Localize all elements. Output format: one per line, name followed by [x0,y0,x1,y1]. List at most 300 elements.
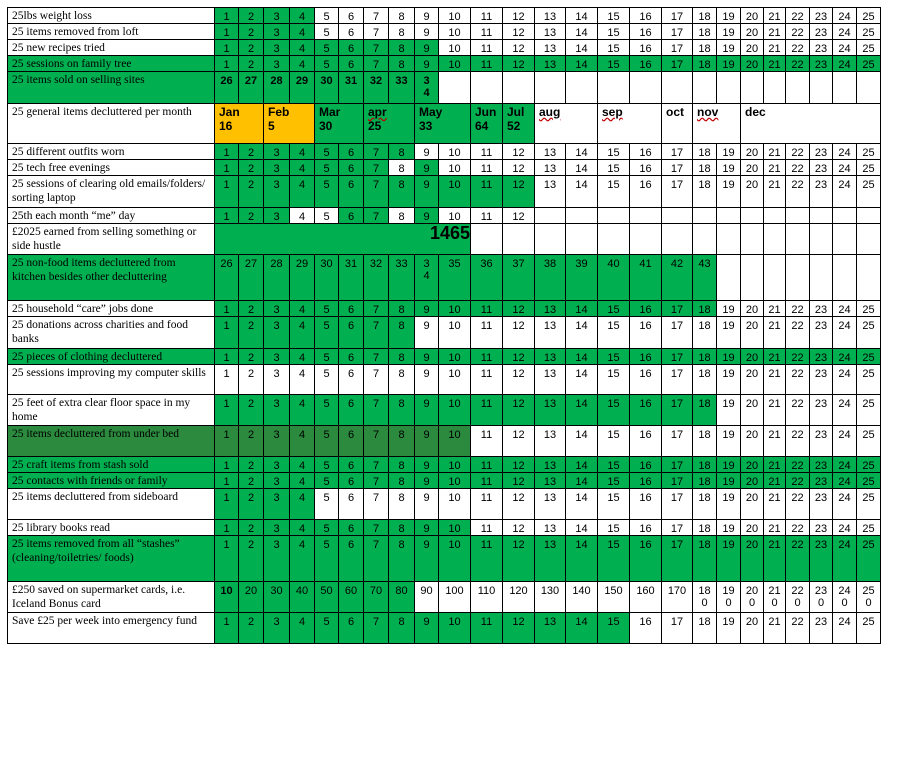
value-cell [717,224,741,255]
value-cell: 12 [503,208,535,224]
value-cell: 27 [239,72,264,104]
value-cell: 7 [364,489,389,520]
value-cell: 11 [471,144,503,160]
value-cell: 12 [503,457,535,473]
value-cell: 17 [662,395,693,426]
value-cell: 25 [857,365,881,395]
value-cell: 10 [439,457,471,473]
value-cell: 5 [315,160,339,176]
value-cell: 16 [630,613,662,644]
value-cell: 17 [662,160,693,176]
value-cell [717,255,741,301]
goal-label: 25 library books read [8,520,215,536]
value-cell: 16 [630,176,662,208]
value-cell: 19 [717,144,741,160]
value-cell: 10 [439,160,471,176]
value-cell: 12 [503,24,535,40]
value-cell: 19 [717,457,741,473]
value-cell: 5 [315,301,339,317]
value-cell: 19 [717,24,741,40]
value-cell [693,208,717,224]
value-cell: 6 [339,457,364,473]
value-cell: 20 [741,8,764,24]
value-cell: 9 [415,208,439,224]
value-cell: 5 [315,520,339,536]
value-cell: 22 [786,56,810,72]
value-cell: 24 [833,317,857,349]
value-cell: 3 [264,349,290,365]
value-cell: 8 [389,473,415,489]
value-cell: 9 [415,40,439,56]
goal-label: 25 tech free evenings [8,160,215,176]
value-cell: 16 [630,426,662,457]
value-cell [741,224,764,255]
value-cell: 22 [786,613,810,644]
table-row [8,104,881,144]
value-cell: 15 [598,301,630,317]
value-cell: 8 [389,56,415,72]
value-cell: 21 [764,613,786,644]
value-cell: 16 [630,160,662,176]
value-cell: 25 [857,395,881,426]
value-cell: 21 [764,24,786,40]
value-cell [535,72,566,104]
value-cell: 8 [389,8,415,24]
value-cell: 2 [239,56,264,72]
value-cell: 13 [535,365,566,395]
value-cell: 2 [239,457,264,473]
value-cell: 8 [389,160,415,176]
value-cell: 12 [503,160,535,176]
value-cell: 19 [717,473,741,489]
value-cell: 22 [786,176,810,208]
table-row [8,489,881,520]
value-cell: 14 [566,24,598,40]
value-cell: 3 4 [415,72,439,104]
value-cell: 15 [598,536,630,582]
table-row [8,301,881,317]
value-cell: 1 [215,56,239,72]
month-name: Feb [268,105,290,119]
value-cell: 5 [315,613,339,644]
value-cell: 22 [786,473,810,489]
value-cell: 10 [439,473,471,489]
value-cell: 17 [662,144,693,160]
value-cell: 11 [471,8,503,24]
value-cell: 15 [598,8,630,24]
value-cell: 8 [389,349,415,365]
value-cell [598,208,630,224]
value-cell: 23 0 [810,582,833,613]
value-cell: 23 [810,365,833,395]
value-cell [717,208,741,224]
table-row [8,536,881,582]
value-cell: 20 [741,489,764,520]
value-cell [764,72,786,104]
value-cell: 16 [630,144,662,160]
value-cell: 7 [364,613,389,644]
value-cell: 9 [415,457,439,473]
value-cell: 6 [339,489,364,520]
value-cell: 14 [566,613,598,644]
value-cell: 12 [503,176,535,208]
value-cell: 11 [471,349,503,365]
value-cell: 14 [566,520,598,536]
value-cell: 28 [264,255,290,301]
value-cell: 24 [833,176,857,208]
value-cell: 16 [630,473,662,489]
value-cell: 11 [471,536,503,582]
value-cell: 20 [741,395,764,426]
value-cell: 5 [315,317,339,349]
value-cell [810,72,833,104]
value-cell: 17 [662,365,693,395]
table-row [8,365,881,395]
value-cell: 15 [598,24,630,40]
value-cell: 23 [810,24,833,40]
value-cell: 19 [717,317,741,349]
value-cell: 3 4 [415,255,439,301]
month-cell [662,104,693,144]
value-cell: 6 [339,24,364,40]
value-cell: 25 [857,160,881,176]
value-cell: 24 [833,520,857,536]
value-cell: 23 [810,56,833,72]
value-cell: 170 [662,582,693,613]
value-cell: 10 [439,56,471,72]
goal-label: 25 non-food items decluttered from kitchen besides other decluttering [8,255,215,301]
value-cell: 7 [364,317,389,349]
value-cell: 11 [471,301,503,317]
value-cell: 7 [364,56,389,72]
value-cell: 22 [786,160,810,176]
goal-label: 25 sessions improving my computer skills [8,365,215,395]
value-cell: 8 [389,536,415,582]
value-cell: 6 [339,208,364,224]
value-cell: 19 [717,613,741,644]
value-cell [439,72,471,104]
value-cell: 3 [264,457,290,473]
table-row [8,24,881,40]
value-cell: 7 [364,349,389,365]
value-cell: 23 [810,176,833,208]
value-cell [630,224,662,255]
month-name: oct [666,105,684,119]
value-cell: 3 [264,144,290,160]
value-cell: 2 [239,536,264,582]
value-cell: 7 [364,301,389,317]
value-cell: 1 [215,520,239,536]
value-cell: 12 [503,301,535,317]
value-cell: 3 [264,176,290,208]
value-cell: 22 [786,349,810,365]
value-cell: 80 [389,582,415,613]
value-cell: 7 [364,395,389,426]
value-cell: 12 [503,56,535,72]
value-cell: 17 [662,473,693,489]
value-cell: 31 [339,255,364,301]
value-cell: 27 [239,255,264,301]
value-cell: 14 [566,349,598,365]
value-cell [693,224,717,255]
value-cell [857,72,881,104]
value-cell: 5 [315,349,339,365]
value-cell: 17 [662,489,693,520]
value-cell: 16 [630,24,662,40]
value-cell: 15 [598,349,630,365]
value-cell: 50 [315,582,339,613]
value-cell: 21 [764,56,786,72]
value-cell: 20 [741,40,764,56]
value-cell: 8 [389,457,415,473]
value-cell: 22 0 [786,582,810,613]
table-row [8,255,881,301]
value-cell: 1 [215,8,239,24]
value-cell: 9 [415,489,439,520]
value-cell: 25 0 [857,582,881,613]
table-row [8,317,881,349]
month-value: 25 [368,119,382,133]
value-cell: 23 [810,536,833,582]
table-row [8,8,881,24]
value-cell: 24 [833,489,857,520]
value-cell: 4 [290,301,315,317]
value-cell [833,72,857,104]
value-cell: 7 [364,24,389,40]
value-cell: 4 [290,8,315,24]
value-cell: 25 [857,520,881,536]
value-cell: 24 0 [833,582,857,613]
goal-label: 25 contacts with friends or family [8,473,215,489]
value-cell: 15 [598,160,630,176]
value-cell: 1 [215,349,239,365]
value-cell: 1 [215,176,239,208]
value-cell: 13 [535,613,566,644]
value-cell: 31 [339,72,364,104]
value-cell: 120 [503,582,535,613]
value-cell: 15 [598,176,630,208]
value-cell: 19 [717,40,741,56]
goal-label: 25 items removed from loft [8,24,215,40]
value-cell [741,255,764,301]
value-cell: 12 [503,489,535,520]
value-cell: 2 [239,301,264,317]
value-cell: 6 [339,144,364,160]
value-cell: 24 [833,473,857,489]
value-cell: 7 [364,457,389,473]
value-cell: 18 [693,395,717,426]
value-cell: 20 [741,613,764,644]
value-cell: 14 [566,144,598,160]
value-cell: 18 [693,489,717,520]
value-cell: 23 [810,457,833,473]
value-cell [630,208,662,224]
value-cell: 25 [857,176,881,208]
value-cell: 2 [239,395,264,426]
value-cell: 6 [339,613,364,644]
value-cell: 12 [503,8,535,24]
value-cell: 24 [833,24,857,40]
value-cell: 5 [315,536,339,582]
value-cell: 5 [315,473,339,489]
value-cell: 23 [810,160,833,176]
value-cell: 17 [662,24,693,40]
value-cell: 9 [415,520,439,536]
value-cell: 9 [415,395,439,426]
goal-label: 25 pieces of clothing decluttered [8,349,215,365]
value-cell: 13 [535,473,566,489]
value-cell: 4 [290,144,315,160]
value-cell: 11 [471,426,503,457]
value-cell: 24 [833,613,857,644]
goal-label: 25lbs weight loss [8,8,215,24]
value-cell: 17 [662,457,693,473]
value-cell: 30 [315,255,339,301]
value-cell: 9 [415,160,439,176]
value-cell: 18 [693,301,717,317]
value-cell: 25 [857,56,881,72]
table-row [8,144,881,160]
table-row [8,457,881,473]
value-cell: 18 [693,349,717,365]
value-cell: 24 [833,395,857,426]
value-cell [566,72,598,104]
value-cell: 8 [389,426,415,457]
value-cell: 19 [717,301,741,317]
value-cell [833,255,857,301]
value-cell: 19 [717,489,741,520]
value-cell: 16 [630,317,662,349]
value-cell: 13 [535,457,566,473]
goal-label: 25 household “care” jobs done [8,301,215,317]
value-cell: 10 [439,144,471,160]
value-cell: 23 [810,520,833,536]
value-cell: 37 [503,255,535,301]
value-cell: 12 [503,144,535,160]
value-cell: 21 [764,144,786,160]
value-cell: 13 [535,160,566,176]
value-cell: 22 [786,426,810,457]
month-cell [535,104,598,144]
value-cell: 140 [566,582,598,613]
value-cell: 24 [833,536,857,582]
value-cell: 19 0 [717,582,741,613]
value-cell: 7 [364,536,389,582]
value-cell [662,72,693,104]
value-cell: 18 [693,160,717,176]
value-cell: 23 [810,317,833,349]
value-cell: 4 [290,208,315,224]
value-cell: 2 [239,208,264,224]
value-cell: 15 [598,457,630,473]
value-cell: 6 [339,473,364,489]
value-cell [566,224,598,255]
table-row [8,56,881,72]
value-cell: 25 [857,536,881,582]
value-cell: 5 [315,56,339,72]
value-cell: 7 [364,40,389,56]
value-cell: 18 [693,520,717,536]
value-cell: 11 [471,176,503,208]
value-cell: 28 [264,72,290,104]
value-cell: 7 [364,365,389,395]
value-cell: 23 [810,426,833,457]
value-cell: 21 [764,536,786,582]
value-cell: 3 [264,24,290,40]
value-cell: 17 [662,8,693,24]
value-cell: 10 [439,24,471,40]
value-cell: 14 [566,176,598,208]
value-cell: 90 [415,582,439,613]
value-cell [810,224,833,255]
value-cell [764,255,786,301]
value-cell: 18 [693,613,717,644]
value-cell: 11 [471,365,503,395]
value-cell: 13 [535,536,566,582]
value-cell: 14 [566,473,598,489]
value-cell: 25 [857,349,881,365]
value-cell: 20 [741,317,764,349]
value-cell: 12 [503,613,535,644]
value-cell [598,72,630,104]
value-cell: 33 [389,72,415,104]
value-cell: 9 [415,24,439,40]
month-cell [215,104,264,144]
value-cell: 6 [339,176,364,208]
goal-label: 25 items sold on selling sites [8,72,215,104]
table-row [8,395,881,426]
table-row [8,160,881,176]
value-cell: 30 [315,72,339,104]
value-cell: 22 [786,536,810,582]
month-cell [503,104,535,144]
month-cell [315,104,364,144]
value-cell: 14 [566,426,598,457]
table-row [8,349,881,365]
value-cell [764,208,786,224]
value-cell: 24 [833,56,857,72]
value-cell: 10 [439,613,471,644]
value-cell: 23 [810,613,833,644]
goal-label: 25 craft items from stash sold [8,457,215,473]
value-cell: 1 [215,457,239,473]
value-cell: 20 [741,24,764,40]
value-cell: 13 [535,489,566,520]
value-cell: 11 [471,613,503,644]
value-cell: 18 [693,426,717,457]
value-cell: 18 [693,56,717,72]
value-cell: 100 [439,582,471,613]
month-value: 5 [268,119,275,133]
value-cell [630,72,662,104]
value-cell: 21 [764,473,786,489]
value-cell: 11 [471,457,503,473]
value-cell: 3 [264,613,290,644]
value-cell: 9 [415,426,439,457]
value-cell [833,224,857,255]
goal-label: 25 general items decluttered per month [8,104,215,144]
value-cell: 21 [764,317,786,349]
value-cell: 12 [503,520,535,536]
month-name: Jan [219,105,240,119]
value-cell: 14 [566,536,598,582]
value-cell: 12 [503,473,535,489]
month-cell [415,104,471,144]
value-cell: 22 [786,40,810,56]
value-cell: 23 [810,349,833,365]
value-cell: 19 [717,520,741,536]
earned-total: 1465 [215,224,471,255]
